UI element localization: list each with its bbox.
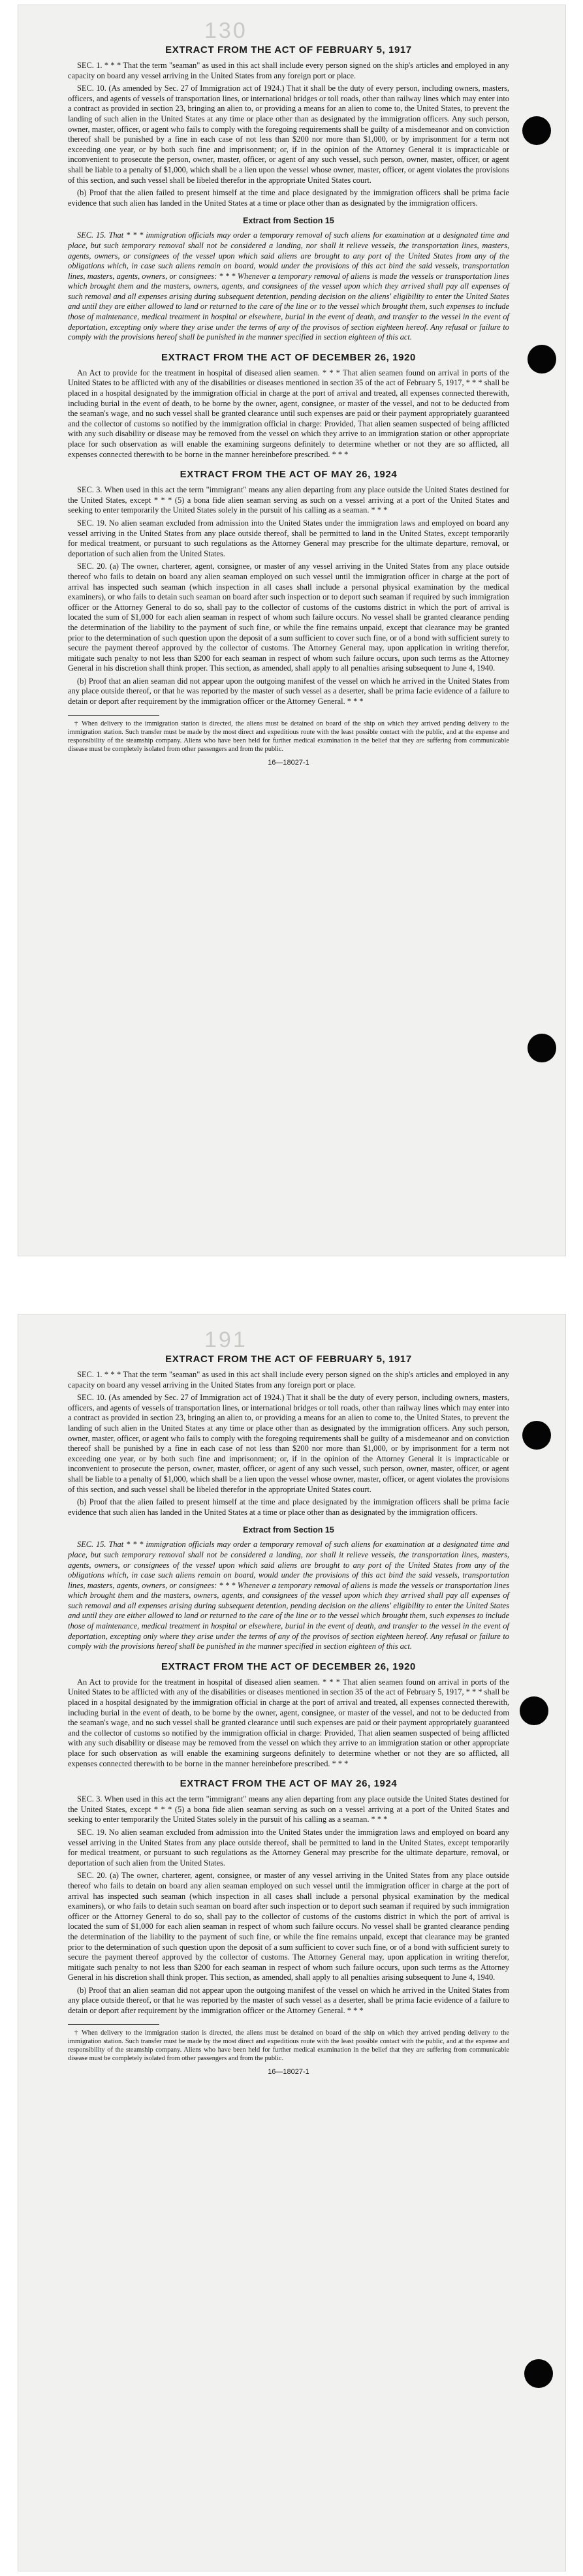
punch-hole xyxy=(528,1034,556,1062)
para-1924-sec20: SEC. 20. (a) The owner, charterer, agent, consignee, or master of any vessel arriving in the United States from any place outside thereof who fails to detain on board any alien seaman employed on such vessel until the immigration officer in charge at the port of arrival has inspected such seaman (which inspection in all cases shall include a personal physical examination by the medical examiners), or who fails to detain such seaman on board after such inspection or to deport such seaman if required by such immigration officer or the Attorney General to do so, shall pay to the collector of customs of the customs district in which the port of arrival is located the sum of $1,000 for each alien seaman in respect of whom such failure occurs. No vessel shall be granted clearance pending the determination of the liability to the payment of such fine, or while the fine remains unpaid, except that clearance may be granted prior to the determination of such question upon the deposit of a sum sufficient to cover such fine, or of a bond with sufficient surety to secure the payment thereof approved by the collector of customs. The Attorney General may, upon application in writing therefor, mitigate such penalty to not less than $200 for each seaman in respect of whom such failure occurs, upon such terms as the Attorney General in his discretion shall think proper. This section, as amended, shall apply to all penalties arising subsequent to June 4, 1940. xyxy=(68,1871,509,1982)
para-1924-sec19: SEC. 19. No alien seaman excluded from admission into the United States under the immigration laws and employed on board any vessel arriving in the United States from any place outside thereof, shall be permitted to land in the United States, except temporarily for medical treatment, or pursuant to such regulations as the Attorney General may prescribe for the ultimate departure, removal, or deportation of such alien from the United States. xyxy=(68,518,509,558)
footnote: † When delivery to the immigration station is directed, the aliens must be detained on board of the ship on which they arrived pending delivery to the immigration station. Such transfer must be made by the most direct and expeditious route with the least possible contact with the public, and at the expense and responsibility of the steamship company. Aliens who have been held for further medical examination in the belief that they are suffering from communicable disease must be completely isolated from other passengers and from the public. xyxy=(68,2029,509,2062)
footnote-rule xyxy=(68,715,159,716)
para-1924-sec3: SEC. 3. When used in this act the term "immigrant" means any alien departing from any place outside the United States destined for the United States, except * * * (5) a bona fide alien seaman serving as such on a vessel arriving at a port of the United States and seeking to enter temporarily the United States solely in the pursuit of his calling as a seaman. * * * xyxy=(68,1794,509,1824)
heading-act-1917: EXTRACT FROM THE ACT OF FEBRUARY 5, 1917 xyxy=(165,44,412,56)
page-1-body xyxy=(68,44,509,767)
para-1924-sec20b: (b) Proof that an alien seaman did not appear upon the outgoing manifest of the vessel on which he arrived in the United States from any place outside thereof, or that he was reported by the master of such vessel as a deserter, shall be prima facie evidence of a failure to detain or deport after requirement by the immigration officer or the Attorney General. * * * xyxy=(68,676,509,707)
heading-act-1920: EXTRACT FROM THE ACT OF DECEMBER 26, 1920 xyxy=(161,351,416,363)
punch-hole xyxy=(522,1421,551,1450)
heading-act-1920: EXTRACT FROM THE ACT OF DECEMBER 26, 1920 xyxy=(161,1661,416,1672)
para-sec15: SEC. 15. That * * * immigration officials may order a temporary removal of such aliens for examination at a designated time and place, but such temporary removal shall not be considered a landing, nor shall it relieve vessels, the transportation lines, masters, agents, owners, or consignees of the vessel upon which said aliens are brought to any port of the United States from any of the obligations which, in case such aliens remain on board, would under the provisions of this act bind the said vessels, transportation lines, masters, agents, owners, or consignees: * * * Whenever a temporary removal of aliens is made the vessels or transportation lines which brought them and the masters, owners, agents, and consignees of the vessel upon which they arrived shall pay all expenses of such removal and all expenses arising during subsequent detention, pending decision on the aliens' eligibility to enter the United States and until they are either allowed to land or returned to the care of the line or to the vessel which brought them, such expenses to include those of maintenance, medical treatment in hospital or elsewhere, burial in the event of death, and transfer to the vessel in the event of deportation, excepting only where they arise under the terms of any of the provisos of section eighteen hereof. Any refusal or failure to comply with the provisions hereof shall be punished in the manner specified in section eighteen of this act. xyxy=(68,231,509,342)
para-1924-sec20b: (b) Proof that an alien seaman did not appear upon the outgoing manifest of the vessel on which he arrived in the United States from any place outside thereof, or that he was reported by the master of such vessel as a deserter, shall be prima facie evidence of a failure to detain or deport after requirement by the immigration officer or the Attorney General. * * * xyxy=(68,1985,509,2016)
heading-act-1917: EXTRACT FROM THE ACT OF FEBRUARY 5, 1917 xyxy=(165,1354,412,1365)
heading-section-15: Extract from Section 15 xyxy=(243,1525,334,1535)
punch-hole xyxy=(524,2359,553,2388)
punch-hole xyxy=(528,345,556,374)
para-sec15: SEC. 15. That * * * immigration officials may order a temporary removal of such aliens for examination at a designated time and place, but such temporary removal shall not be considered a landing, nor shall it relieve vessels, the transportation lines, masters, agents, owners, or consignees of the vessel upon which said aliens are brought to any port of the United States from any of the obligations which, in case such aliens remain on board, would under the provisions of this act bind the said vessels, transportation lines, masters, agents, owners, or consignees: * * * Whenever a temporary removal of aliens is made the vessels or transportation lines which brought them and the masters, owners, agents, and consignees of the vessel upon which they arrived shall pay all expenses of such removal and all expenses arising during subsequent detention, pending decision on the aliens' eligibility to enter the United States and until they are either allowed to land or returned to the care of the line or to the vessel which brought them, such expenses to include those of maintenance, medical treatment in hospital or elsewhere, burial in the event of death, and transfer to the vessel in the event of deportation, excepting only where they arise under the terms of any of the provisos of section eighteen hereof. Any refusal or failure to comply with the provisions hereof shall be punished in the manner specified in section eighteen of this act. xyxy=(68,1540,509,1651)
para-1924-sec3: SEC. 3. When used in this act the term "immigrant" means any alien departing from any place outside the United States destined for the United States, except * * * (5) a bona fide alien seaman serving as such on a vessel arriving at a port of the United States and seeking to enter temporarily the United States solely in the pursuit of his calling as a seaman. * * * xyxy=(68,485,509,515)
bleed-through-number: 130 xyxy=(204,18,247,43)
bleed-through-number: 191 xyxy=(204,1328,247,1352)
para-1924-sec19: SEC. 19. No alien seaman excluded from admission into the United States under the immigration laws and employed on board any vessel arriving in the United States from any place outside thereof, shall be permitted to land in the United States, except temporarily for medical treatment, or pursuant to such regulations as the Attorney General may prescribe for the ultimate departure, removal, or deportation of such alien from the United States. xyxy=(68,1827,509,1868)
para-sec10b: (b) Proof that the alien failed to present himself at the time and place designated by the immigration officers shall be prima facie evidence that such alien has landed in the United States at a time or place other than as designated by the immigration officers. xyxy=(68,1497,509,1517)
para-1920: An Act to provide for the treatment in hospital of diseased alien seamen. * * * That alien seamen found on arrival in ports of the United States to be afflicted with any of the disabilities or diseases mentioned in section 35 of the act of February 5, 1917, * * * shall be placed in a hospital designated by the immigration official in charge at the port of arrival and treated, all expenses connected therewith, including burial in the event of death, to be borne by the owner, agent, consignee, or master of the vessel, and not to be deducted from the seaman's wage, and no such vessel shall be granted clearance until such expenses are paid or their payment appropriately guaranteed and the collector of customs so notified by the immigration official in charge: Provided, That alien seamen suspected of being afflicted with any such disability or disease may be removed from the vessel on which they arrive to an immigration station or other appropriate place for such observation as will enable the examining surgeons definitely to determine whether or not they are so afflicted, all expenses connected therewith to be borne in the manner hereinbefore prescribed. * * * xyxy=(68,368,509,459)
para-sec10: SEC. 10. (As amended by Sec. 27 of Immigration act of 1924.) That it shall be the duty of every person, including owners, masters, officers, and agents of vessels of transportation lines, or international bridges or toll roads, other than railway lines which may enter into a contract as provided in section 23, bringing an alien to, or providing a means for an alien to come to, the United States, to prevent the landing of such alien in the United States at any time or place other than as designated by the immigration officers. Any such person, owner, master, officer, or agent who fails to comply with the foregoing requirements shall be guilty of a misdemeanor and on conviction thereof shall be punished by a fine in each case of not less than $200 nor more than $1,000, or by imprisonment for a term not exceeding one year, or by both such fine and imprisonment; or, if in the opinion of the Attorney General it is impracticable or inconvenient to prosecute the person, owner, master, officer, or agent of any such vessel, such person, owner, master, officer, or agent shall be liable to a penalty of $1,000, which shall be a lien upon the vessel whose owner, master, officer, or agent violates the provisions of this section, and such vessel shall be libeled therefor in the appropriate United States court. xyxy=(68,84,509,185)
heading-act-1924: EXTRACT FROM THE ACT OF MAY 26, 1924 xyxy=(180,1778,398,1790)
print-code: 16—18027-1 xyxy=(268,2067,309,2076)
para-1920: An Act to provide for the treatment in hospital of diseased alien seamen. * * * That alien seamen found on arrival in ports of the United States to be afflicted with any of the disabilities or diseases mentioned in section 35 of the act of February 5, 1917, * * * shall be placed in a hospital designated by the immigration official in charge at the port of arrival and treated, all expenses connected therewith, including burial in the event of death, to be borne by the owner, agent, consignee, or master of the vessel, and not to be deducted from the seaman's wage, and no such vessel shall be granted clearance until such expenses are paid or their payment appropriately guaranteed and the collector of customs so notified by the immigration official in charge: Provided, That alien seamen suspected of being afflicted with any such disability or disease may be removed from the vessel on which they arrive to an immigration station or other appropriate place for such observation as will enable the examining surgeons definitely to determine whether or not they are so afflicted, all expenses connected therewith to be borne in the manner hereinbefore prescribed. * * * xyxy=(68,1677,509,1768)
document-page-2 xyxy=(18,1314,565,2571)
para-sec10b: (b) Proof that the alien failed to present himself at the time and place designated by the immigration officers shall be prima facie evidence that such alien has landed in the United States at a time or place other than as designated by the immigration officers. xyxy=(68,188,509,208)
footnote-rule xyxy=(68,2024,159,2025)
para-sec1: SEC. 1. * * * That the term "seaman" as used in this act shall include every person signed on the ship's articles and employed in any capacity on board any vessel arriving in the United States from any foreign port or place. xyxy=(68,1370,509,1390)
para-sec1: SEC. 1. * * * That the term "seaman" as used in this act shall include every person signed on the ship's articles and employed in any capacity on board any vessel arriving in the United States from any foreign port or place. xyxy=(68,61,509,80)
heading-section-15: Extract from Section 15 xyxy=(243,216,334,226)
heading-act-1924: EXTRACT FROM THE ACT OF MAY 26, 1924 xyxy=(180,469,398,481)
print-code: 16—18027-1 xyxy=(268,758,309,767)
page-2-body xyxy=(68,1354,509,2076)
punch-hole xyxy=(522,116,551,145)
footnote: † When delivery to the immigration station is directed, the aliens must be detained on board of the ship on which they arrived pending delivery to the immigration station. Such transfer must be made by the most direct and expeditious route with the least possible contact with the public, and at the expense and responsibility of the steamship company. Aliens who have been held for further medical examination in the belief that they are suffering from communicable disease must be completely isolated from other passengers and from the public. xyxy=(68,720,509,753)
para-sec10: SEC. 10. (As amended by Sec. 27 of Immigration act of 1924.) That it shall be the duty of every person, including owners, masters, officers, and agents of vessels of transportation lines, or international bridges or toll roads, other than railway lines which may enter into a contract as provided in section 23, bringing an alien to, or providing a means for an alien to come to, the United States, to prevent the landing of such alien in the United States at any time or place other than as designated by the immigration officers. Any such person, owner, master, officer, or agent who fails to comply with the foregoing requirements shall be guilty of a misdemeanor and on conviction thereof shall be punished by a fine in each case of not less than $200 nor more than $1,000, or by imprisonment for a term not exceeding one year, or by both such fine and imprisonment; or, if in the opinion of the Attorney General it is impracticable or inconvenient to prosecute the person, owner, master, officer, or agent of any such vessel, such person, owner, master, officer, or agent shall be liable to a penalty of $1,000, which shall be a lien upon the vessel whose owner, master, officer, or agent violates the provisions of this section, and such vessel shall be libeled therefor in the appropriate United States court. xyxy=(68,1393,509,1494)
punch-hole xyxy=(520,1696,548,1725)
para-1924-sec20: SEC. 20. (a) The owner, charterer, agent, consignee, or master of any vessel arriving in the United States from any place outside thereof who fails to detain on board any alien seaman employed on such vessel until the immigration officer in charge at the port of arrival has inspected such seaman (which inspection in all cases shall include a personal physical examination by the medical examiners), or who fails to detain such seaman on board after such inspection or to deport such seaman if required by such immigration officer or the Attorney General to do so, shall pay to the collector of customs of the customs district in which the port of arrival is located the sum of $1,000 for each alien seaman in respect of whom such failure occurs. No vessel shall be granted clearance pending the determination of the liability to the payment of such fine, or while the fine remains unpaid, except that clearance may be granted prior to the determination of such question upon the deposit of a sum sufficient to cover such fine, or of a bond with sufficient surety to secure the payment thereof approved by the collector of customs. The Attorney General may, upon application in writing therefor, mitigate such penalty to not less than $200 for each seaman in respect of whom such failure occurs, upon such terms as the Attorney General in his discretion shall think proper. This section, as amended, shall apply to all penalties arising subsequent to June 4, 1940. xyxy=(68,562,509,673)
document-page-1 xyxy=(18,5,565,1256)
